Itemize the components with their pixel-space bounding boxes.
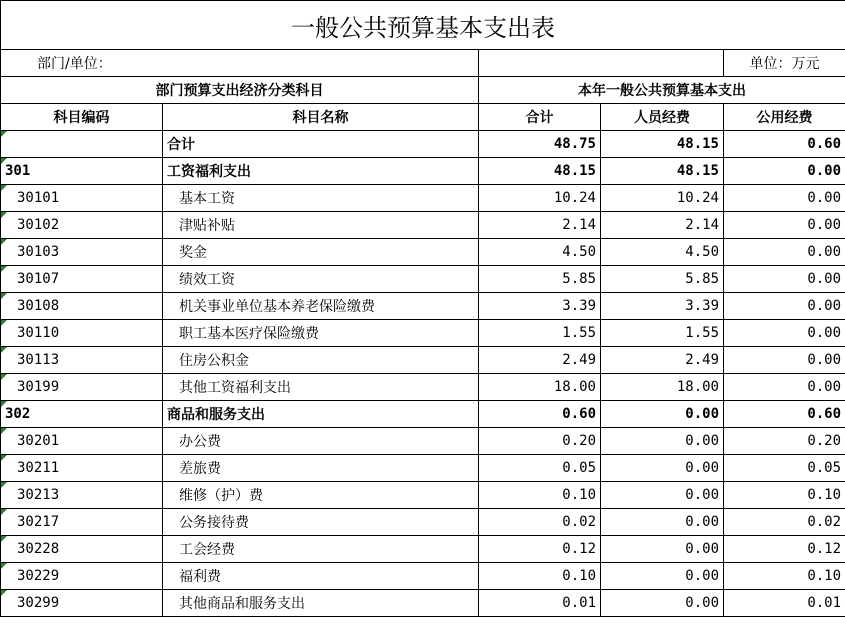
row-total-cell[interactable]: 48.15 xyxy=(479,158,601,185)
table-body xyxy=(1,131,845,617)
row-code-cell[interactable]: 30299 xyxy=(1,590,163,617)
group-header-right[interactable]: 本年一般公共预算基本支出 xyxy=(479,77,845,104)
row-code-cell[interactable] xyxy=(1,131,163,158)
row-name-cell[interactable]: 福利费 xyxy=(163,563,479,590)
row-personnel-cell[interactable]: 1.55 xyxy=(601,320,724,347)
row-public-cell[interactable]: 0.60 xyxy=(724,401,845,428)
row-personnel-cell[interactable]: 0.00 xyxy=(601,428,724,455)
table-row xyxy=(1,509,845,536)
row-personnel-cell[interactable]: 48.15 xyxy=(601,131,724,158)
row-code-cell[interactable]: 30199 xyxy=(1,374,163,401)
row-name-cell[interactable]: 工会经费 xyxy=(163,536,479,563)
row-total-cell[interactable]: 0.10 xyxy=(479,563,601,590)
title-row xyxy=(1,1,845,50)
sheet-title[interactable]: 一般公共预算基本支出表 xyxy=(1,1,845,50)
row-code-cell[interactable]: 30107 xyxy=(1,266,163,293)
row-total-cell[interactable]: 0.05 xyxy=(479,455,601,482)
col-header-name[interactable]: 科目名称 xyxy=(163,104,479,131)
row-public-cell[interactable]: 0.00 xyxy=(724,293,845,320)
table-row xyxy=(1,374,845,401)
row-public-cell[interactable]: 0.05 xyxy=(724,455,845,482)
row-name-cell[interactable]: 合计 xyxy=(163,131,479,158)
table-row xyxy=(1,563,845,590)
group-header-left[interactable]: 部门预算支出经济分类科目 xyxy=(1,77,479,104)
info-row xyxy=(1,50,845,77)
row-public-cell[interactable]: 0.00 xyxy=(724,158,845,185)
row-personnel-cell[interactable]: 0.00 xyxy=(601,590,724,617)
row-total-cell[interactable]: 0.10 xyxy=(479,482,601,509)
row-personnel-cell[interactable]: 0.00 xyxy=(601,455,724,482)
table-row xyxy=(1,536,845,563)
row-total-cell[interactable]: 0.12 xyxy=(479,536,601,563)
row-code-cell[interactable]: 301 xyxy=(1,158,163,185)
row-public-cell[interactable]: 0.00 xyxy=(724,374,845,401)
row-code-cell[interactable]: 30217 xyxy=(1,509,163,536)
row-code-cell[interactable]: 30102 xyxy=(1,212,163,239)
group-header-row xyxy=(1,77,845,104)
table-row xyxy=(1,212,845,239)
row-name-cell[interactable]: 商品和服务支出 xyxy=(163,401,479,428)
row-total-cell[interactable]: 48.75 xyxy=(479,131,601,158)
row-public-cell[interactable]: 0.02 xyxy=(724,509,845,536)
row-personnel-cell[interactable]: 5.85 xyxy=(601,266,724,293)
row-name-cell[interactable]: 办公费 xyxy=(163,428,479,455)
row-code-cell[interactable]: 30213 xyxy=(1,482,163,509)
row-name-cell[interactable]: 基本工资 xyxy=(163,185,479,212)
row-public-cell[interactable]: 0.00 xyxy=(724,239,845,266)
row-personnel-cell[interactable]: 2.49 xyxy=(601,347,724,374)
row-public-cell[interactable]: 0.10 xyxy=(724,482,845,509)
row-code-cell[interactable]: 30110 xyxy=(1,320,163,347)
row-code-cell[interactable]: 30113 xyxy=(1,347,163,374)
table-row xyxy=(1,239,845,266)
row-personnel-cell[interactable]: 2.14 xyxy=(601,212,724,239)
row-public-cell[interactable]: 0.00 xyxy=(724,266,845,293)
row-total-cell[interactable]: 0.01 xyxy=(479,590,601,617)
row-code-cell[interactable]: 30201 xyxy=(1,428,163,455)
row-public-cell[interactable]: 0.00 xyxy=(724,347,845,374)
row-code-cell[interactable]: 30103 xyxy=(1,239,163,266)
row-name-cell[interactable]: 工资福利支出 xyxy=(163,158,479,185)
row-total-cell[interactable]: 10.24 xyxy=(479,185,601,212)
row-total-cell[interactable]: 2.49 xyxy=(479,347,601,374)
row-code-cell[interactable]: 302 xyxy=(1,401,163,428)
row-name-cell[interactable]: 差旅费 xyxy=(163,455,479,482)
row-name-cell[interactable]: 其他工资福利支出 xyxy=(163,374,479,401)
row-public-cell[interactable]: 0.20 xyxy=(724,428,845,455)
row-personnel-cell[interactable]: 0.00 xyxy=(601,563,724,590)
row-name-cell[interactable]: 公务接待费 xyxy=(163,509,479,536)
row-total-cell[interactable]: 1.55 xyxy=(479,320,601,347)
row-personnel-cell[interactable]: 4.50 xyxy=(601,239,724,266)
row-code-cell[interactable]: 30228 xyxy=(1,536,163,563)
row-personnel-cell[interactable]: 0.00 xyxy=(601,401,724,428)
row-code-cell[interactable]: 30211 xyxy=(1,455,163,482)
row-name-cell[interactable]: 住房公积金 xyxy=(163,347,479,374)
row-public-cell[interactable]: 0.00 xyxy=(724,320,845,347)
table-row xyxy=(1,266,845,293)
unit-label[interactable]: 单位：万元 xyxy=(724,50,845,77)
col-header-code[interactable]: 科目编码 xyxy=(1,104,163,131)
dept-label[interactable]: 部门/单位： xyxy=(1,50,479,77)
row-public-cell[interactable]: 0.01 xyxy=(724,590,845,617)
column-header-row xyxy=(1,104,845,131)
row-personnel-cell[interactable]: 0.00 xyxy=(601,509,724,536)
row-public-cell[interactable]: 0.10 xyxy=(724,563,845,590)
table-row xyxy=(1,590,845,617)
row-total-cell[interactable]: 0.20 xyxy=(479,428,601,455)
row-public-cell[interactable]: 0.60 xyxy=(724,131,845,158)
table-row xyxy=(1,455,845,482)
col-header-total[interactable]: 合计 xyxy=(479,104,601,131)
table-row xyxy=(1,131,845,158)
table-row xyxy=(1,320,845,347)
row-total-cell[interactable]: 4.50 xyxy=(479,239,601,266)
col-header-personnel[interactable]: 人员经费 xyxy=(601,104,724,131)
row-personnel-cell[interactable]: 10.24 xyxy=(601,185,724,212)
row-name-cell[interactable]: 维修（护）费 xyxy=(163,482,479,509)
table-row xyxy=(1,293,845,320)
row-code-cell[interactable]: 30108 xyxy=(1,293,163,320)
col-header-public[interactable]: 公用经费 xyxy=(724,104,845,131)
row-name-cell[interactable]: 津贴补贴 xyxy=(163,212,479,239)
row-code-cell[interactable]: 30101 xyxy=(1,185,163,212)
row-name-cell[interactable]: 机关事业单位基本养老保险缴费 xyxy=(163,293,479,320)
table-row xyxy=(1,158,845,185)
row-name-cell[interactable]: 奖金 xyxy=(163,239,479,266)
row-name-cell[interactable]: 其他商品和服务支出 xyxy=(163,590,479,617)
row-total-cell[interactable]: 5.85 xyxy=(479,266,601,293)
row-total-cell[interactable]: 2.14 xyxy=(479,212,601,239)
row-personnel-cell[interactable]: 0.00 xyxy=(601,482,724,509)
row-total-cell[interactable]: 0.60 xyxy=(479,401,601,428)
row-code-cell[interactable]: 30229 xyxy=(1,563,163,590)
row-name-cell[interactable]: 绩效工资 xyxy=(163,266,479,293)
row-public-cell[interactable]: 0.12 xyxy=(724,536,845,563)
row-name-cell[interactable]: 职工基本医疗保险缴费 xyxy=(163,320,479,347)
row-public-cell[interactable]: 0.00 xyxy=(724,212,845,239)
row-personnel-cell[interactable]: 3.39 xyxy=(601,293,724,320)
row-total-cell[interactable]: 0.02 xyxy=(479,509,601,536)
table-row xyxy=(1,401,845,428)
row-personnel-cell[interactable]: 48.15 xyxy=(601,158,724,185)
table-row xyxy=(1,347,845,374)
info-blank-cell[interactable] xyxy=(479,50,724,77)
row-personnel-cell[interactable]: 0.00 xyxy=(601,536,724,563)
row-total-cell[interactable]: 18.00 xyxy=(479,374,601,401)
table-row xyxy=(1,482,845,509)
row-personnel-cell[interactable]: 18.00 xyxy=(601,374,724,401)
table-row xyxy=(1,428,845,455)
table-row xyxy=(1,185,845,212)
row-total-cell[interactable]: 3.39 xyxy=(479,293,601,320)
row-public-cell[interactable]: 0.00 xyxy=(724,185,845,212)
